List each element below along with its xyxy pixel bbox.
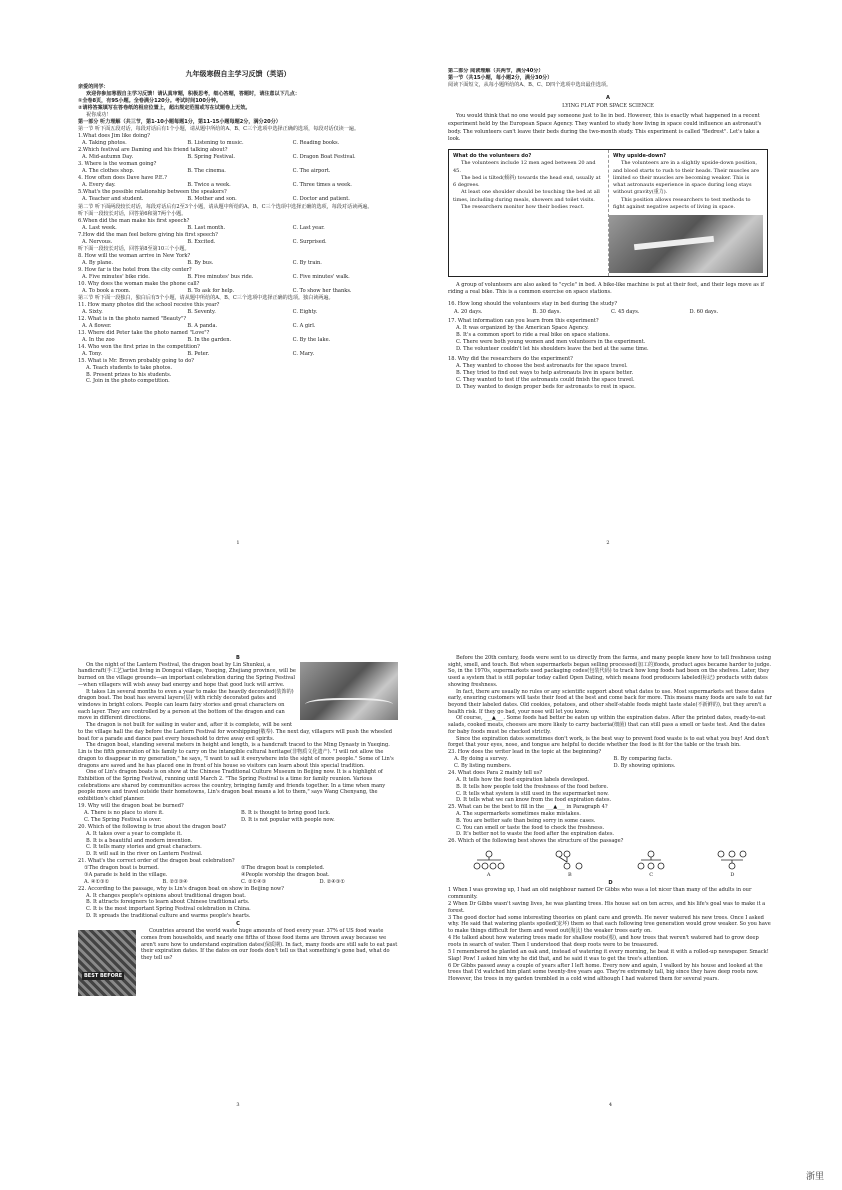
option: A. Taking photos. <box>82 140 127 147</box>
ad-caption: BEST BEFORE <box>84 972 123 979</box>
passage-paragraph: 5 I remembered he planted an oak and, instead of watering it every morning, he beat it with a rolled-up newspaper. Smack! Slap! Pow! I asked him why he did that, and he said it was to get the tree's attention. <box>448 948 769 962</box>
structure-option-b <box>553 850 587 879</box>
question-text: 10. Why does the woman make the phone call? <box>78 280 200 287</box>
question <box>78 330 398 344</box>
question <box>78 803 398 823</box>
question-text: 14. Who won the first prize in the competition? <box>78 343 200 350</box>
passage-label: A <box>606 95 610 102</box>
structure-option-a <box>472 850 506 879</box>
option: A. They wanted to choose the best astronauts for the space travel. <box>456 363 628 370</box>
passage-paragraph: One of Lin's dragon boats is on show at the Chinese Traditional Culture Museum in Beijing now. It is a highlight of Exhibition of the Spring Festival, running until March 2. "The Spring Festival is a time for family reunion. Various celebrations are shared by communities across the country, bringing family and friends together. In a time when many people move and travel outside their hometowns, Lin's dragon boat means a lot to them," says Wang Chenyang, the exhibition's chief planner. <box>78 769 386 803</box>
question-text: 8. How will the woman arrive in New York? <box>78 252 191 259</box>
option: C. 45 days. <box>611 308 640 315</box>
option: B. Mother and son. <box>187 196 237 203</box>
passage-paragraph: The dragon boat, standing several meters in height and length, is a handcraft traced to the Ming Dynasty in Yueqing. Lin is the fifth generation of his family to carry on the intangible cultural heritage(非物质文化遗产). "I will not allow the dragon to disappear in my generation," he says, "I want to sail it everywhere into the sight of more people." Some of Lin's dragons are saved and he has placed one in front of his house so visitors can learn about this special tradition. <box>78 742 394 769</box>
option: C. Three times a week. <box>292 182 352 189</box>
structure-option-d <box>715 850 749 879</box>
option: B. ②①③④ <box>162 878 188 885</box>
option: C. To show her thanks. <box>292 287 352 294</box>
option: A. To book a room. <box>82 287 131 294</box>
section-instruction: 第一节 听下面五段对话，每段对话后有1个小题，请从题中所给的A、B、C三个选项中选择正确的选项，每段对话仅读一遍。 <box>78 126 360 133</box>
exam-page-2 <box>448 68 768 553</box>
question <box>78 344 398 358</box>
question <box>78 886 398 920</box>
passage-paragraph: The dragon is not built for sailing in water and, after it is complete, will be sent to the village hall the day before the Lantern Festival for worshipping(敬奉). The next day, villagers will push the wheeled boat for a parade and dance past every household to drive away evil spirits. <box>78 722 392 742</box>
passage-paragraph: 3 The good doctor had some interesting theories on plant care and growth. He never watered his new trees. Once I asked why. He said that watering plants spoiled(宠坏) them so that each following tree generation would grow weaker. So you have to make things difficult for them and weed out(淘汰) the weaker trees early on. <box>448 914 771 935</box>
intro-line: 祝你成功！ <box>86 112 112 119</box>
option: C. It tells what system is still used in the supermarket now. <box>456 790 609 797</box>
option: A. It tells how the food expiration labels developed. <box>456 777 590 784</box>
option: C. Eighty. <box>292 308 318 315</box>
intro-line: ①全卷8页，有95小题。全卷满分120分。考试时间100分钟。 <box>78 98 222 105</box>
box-heading: What do the volunteers do? <box>453 153 532 160</box>
structure-tree-icon <box>715 850 749 872</box>
option: C. By train. <box>292 259 322 266</box>
cycle-caption: A group of volunteers are also asked to "cycle" in bed. A bike-like machine is put at their feet, and their legs move as if riding a real bike. This is a common exercise on space stations. <box>448 282 765 295</box>
question <box>78 189 398 203</box>
page-number: 1 <box>236 540 240 547</box>
box-paragraph: The volunteers are in a slightly upside-down position, and blood starts to rush to their heads. Their muscles are limited so their muscles are becoming weaker. This is what astronauts experience in space during long stays without gravity(重力). <box>613 160 760 196</box>
event: ③A parade is held in the village. <box>84 871 168 878</box>
option: D. ②④③① <box>319 878 345 885</box>
structure-diagrams <box>448 848 773 878</box>
event: ④People worship the dragon boat. <box>241 871 330 878</box>
part-heading: 第一部分 听力理解（共三节，第1-10小题每题1分，第11-15小题每题2分，满分20分） <box>78 119 281 126</box>
passage-paragraph: On the night of the Lantern Festival, the dragon boat by Lin Shunkui, a handicraft(手工艺)artist living in Dongcai village, Yueqing, Zhejiang province, will be burned on the village grounds—an important celebration during the Spring Festival—when villagers will wish away bad energy and hope that good luck will arrive. <box>78 661 296 688</box>
option: C. Last year. <box>292 224 325 231</box>
question <box>448 301 768 315</box>
section-instruction: 听下面一段较长对话，回答第8至第10三个小题。 <box>78 245 190 252</box>
passage-paragraph: Before the 20th century, foods were sent to us directly from the farms, and many people knew how to tell freshness using sight, smell, and touch. But when supermarkets began selling processed(加工的)foods, product ages became harder to judge. So, in the 1970s, supermarkets used packaging codes(包装代码) to track how long foods had been on the shelves. Later, they used a system that is still popular today called Open Dating, which means food producers labeled(标记) products with dates showing freshness. <box>448 655 772 688</box>
question <box>78 218 398 232</box>
option: B. Twice a week. <box>187 182 231 189</box>
option: A. There is no place to store it. <box>84 810 164 817</box>
question <box>78 133 398 147</box>
dragon-boat-photo <box>300 662 398 720</box>
question-text: 18. Why did the researchers do the experiment? <box>448 356 573 362</box>
option: C. Doctor and patient. <box>292 196 350 203</box>
question-text: 15. What is Mr. Brown probably going to do? <box>78 357 194 364</box>
passage-paragraph: In fact, there are usually no rules or any scientific support about what dates to use. Most supermarkets set these dates early, ensuring customers will taste their food at the best and come back for more. This means many foods are safe to eat far beyond their labeled dates. Old cookies, potatoes, and other shelf-stable foods might taste stale(不新鲜的), but they aren't a health risk. If they go bad, your nose will let you know. <box>448 688 772 715</box>
question-text: 16. How long should the volunteers stay in bed during the study? <box>448 301 618 308</box>
option: B. A panda. <box>187 322 218 329</box>
option: A. By plane. <box>82 259 113 266</box>
option: B. It's a common sport to ride a real bike on space stations. <box>456 332 610 339</box>
option: C. There were both young women and men volunteers in the experiment. <box>456 339 646 346</box>
option: A. Teacher and student. <box>82 196 144 203</box>
question-text: 21. What's the correct order of the dragon boat celebration? <box>78 858 235 865</box>
question-text: 11. How many photos did the school receive this year? <box>78 301 220 308</box>
option: B. In the garden. <box>187 336 232 343</box>
question <box>78 161 398 175</box>
box-paragraph: The volunteers include 12 men aged between 20 and 45. <box>453 160 596 174</box>
question <box>78 824 398 858</box>
section-instruction: 第二节 听下面两段较长对话，每段对话后有2至3个小题，请从题中所给的A、B、C三个选项中选择正确的选项，每段对话读两遍。 <box>78 203 373 210</box>
passage-paragraph: Of course, ___▲___. Some foods had better be eaten up within the expiration dates. After the printed dates, ready-to-eat salads, cooked meats, cheeses are more likely to carry bacteria(细菌) that can still pass a smell or taste test. And the dates for baby foods must be checked strictly. <box>448 715 766 735</box>
option: B. The cinema. <box>187 168 226 175</box>
option: B. Seventy. <box>187 308 216 315</box>
question <box>448 770 773 804</box>
option: C. Mary. <box>292 350 315 357</box>
event: ②The dragon boat is completed. <box>241 865 325 872</box>
question <box>78 281 398 295</box>
option: A. Teach students to take photos. <box>86 364 172 371</box>
box-paragraph: The researchers monitor how their bodies react. <box>461 203 585 210</box>
question-text: 9. How far is the hotel from the city center? <box>78 266 192 273</box>
question <box>78 302 398 316</box>
option: B. To ask for help. <box>187 287 235 294</box>
question <box>78 358 398 385</box>
passage-paragraph: It takes Lin several months to even a year to make the heavily decorated(装饰的) dragon boat. The boat has several layers(层) with richly decorated gates and windows in bright colors. People can learn fairy stories and great characters on each layer. They are controlled by a person at the bottom of the dragon and can move in different directions. <box>78 688 294 722</box>
question-text: 6.When did the man make his first speech? <box>78 217 190 224</box>
greeting: 亲爱的同学： <box>78 84 109 91</box>
exam-page-3 <box>78 655 398 1115</box>
option: A. It changes people's opinions about traditional dragon boat. <box>86 892 246 899</box>
option-letter: B <box>568 871 572 878</box>
box-paragraph: At least one shoulder should be touching the bed at all times, including during meals, showers and toilet visits. <box>453 189 600 203</box>
question <box>78 253 398 267</box>
page-number: 4 <box>608 1102 613 1109</box>
box-paragraph: This position allows researchers to test methods to fight against negative aspects of living in space. <box>613 196 751 210</box>
option: C. ②①④③ <box>241 878 267 885</box>
question-text: 1.What does Jim like doing? <box>78 133 150 140</box>
question <box>78 147 398 161</box>
option: A. The clothes shop. <box>82 168 135 175</box>
part-heading: 第二部分 阅读理解（共两节，满分40分） <box>448 68 544 75</box>
question <box>78 316 398 330</box>
option: B. Spring Festival. <box>187 154 236 161</box>
passage-intro: You would think that no one would pay someone just to lie in bed. However, this is exactly what happened in a recent experiment held by the European Space Agency. They wanted to study how living in space could influence an astronaut's body. The volunteers can't leave their beds during the two-month study. This experiment is called "Bedrest". Let's take a look. <box>448 113 762 143</box>
option: D. The volunteer couldn't let his shoulders leave the bed at the same time. <box>456 346 649 353</box>
page-number: 3 <box>236 1102 240 1109</box>
option: B. Last month. <box>187 224 226 231</box>
option: C. By the lake. <box>292 336 331 343</box>
passage-title: LYING FLAT FOR SPACE SCIENCE <box>562 102 654 109</box>
option: C. A girl. <box>292 322 316 329</box>
question <box>78 858 398 885</box>
structure-tree-icon <box>472 850 506 872</box>
bedrest-photo <box>609 215 763 273</box>
option: B. Present prizes to his students. <box>86 371 172 378</box>
question-text: 23. How does the writer lead in the topic at the beginning? <box>448 749 602 756</box>
option: D. It is not popular with people now. <box>241 816 335 823</box>
option: C. By listing numbers. <box>454 763 512 770</box>
passage-paragraph: 6 Dr Gibbs passed away a couple of years after I left home. Every now and again, I walked by his house and looked at the trees that I'd watched him plant some twenty-five years ago. They're extremely tall, big since they have deep roots now. However, the trees in my garden trembled in a cold wind although I had watered them for several years. <box>448 962 763 983</box>
option: C. The airport. <box>292 168 331 175</box>
option: A. A flower. <box>82 322 112 329</box>
question-text: 19. Why will the dragon boat be burned? <box>78 803 184 810</box>
question-text: 4. How often does Dave have P.E.? <box>78 175 167 182</box>
option: D. It will sail in the river on Lantern Festival. <box>86 851 203 858</box>
option: B. Listening to music. <box>187 140 244 147</box>
option: C. Surprised. <box>292 238 327 245</box>
question <box>448 838 773 878</box>
question-text: 12. What is in the photo named "Beauty"? <box>78 315 187 322</box>
option: A. Every day. <box>82 182 116 189</box>
option: B. They tried to find out ways to help astronauts live in space better. <box>456 370 634 377</box>
option: C. It is the most important Spring Festival celebration in China. <box>86 905 251 912</box>
question <box>78 175 398 189</box>
option: C. Five minutes' walk. <box>292 273 350 280</box>
option: A. 20 days. <box>454 308 483 315</box>
option: B. It is thought to bring good luck. <box>241 810 331 817</box>
option: D. By showing opinions. <box>613 763 676 770</box>
info-box <box>448 149 768 277</box>
option: A. Last week. <box>82 224 117 231</box>
option: C. You can smell or taste the food to check the freshness. <box>456 824 605 831</box>
option: B. It attracts foreigners to learn about Chinese traditional arts. <box>86 899 250 906</box>
question <box>78 267 398 281</box>
passage-paragraph: Countries around the world waste huge amounts of food every year. 37% of US food waste comes from households, and nearly one fifths of those food items are thrown away because we aren't sure how to understand expiration dates(保质期). In fact, many foods are still safe to eat past their expiration dates. If the dates on our foods don't tell us that something's gone bad, what do they tell us? <box>141 928 398 961</box>
option: B. It is a beautiful and modern invention. <box>86 837 193 844</box>
box-paragraph: The bed is tilted(倾斜) towards the head end, usually at 6 degrees. <box>453 174 601 189</box>
section-heading: 第一节（共15小题，每小题2分，满分30分） <box>448 75 553 82</box>
question <box>448 356 768 391</box>
info-box-right <box>608 150 767 276</box>
passage-paragraph: 1 When I was growing up, I had an old neighbour named Dr Gibbs who was a lot nicer than many of the adults in our community. <box>448 887 752 900</box>
passage-paragraph: 2 When Dr Gibbs wasn't saving lives, he was planting trees. His house sat on ten acres, and his life's goal was to make it a forest. <box>448 900 766 914</box>
option-letter: D <box>730 871 735 878</box>
option: B. You are better safe than being sorry in some cases. <box>456 818 596 825</box>
option: C. They wanted to test if the astronauts could finish the space travel. <box>456 377 635 384</box>
option: D. It's better not to waste the food after the expiration dates. <box>456 831 615 838</box>
exam-page-4 <box>448 655 773 1115</box>
section-instruction: 第三节 听下面一段独白，独白后有5个小题，请从题中所给的A、B、C三个选项中选择正确的选项。独白读两遍。 <box>78 294 334 301</box>
structure-option-c <box>634 850 668 879</box>
option: A. By doing a survey. <box>454 756 508 763</box>
passage-paragraph: 4 He talked about how watering trees made for shallow roots(根), and how trees that weren't watered had to grow deep roots in search of water. Then I understood that deep roots were to be treasured. <box>448 935 759 948</box>
question-text: 25. What can be the best to fill in the ___▲___ in Paragraph 4? <box>448 804 608 811</box>
section-instruction: 听下面一段较长对话，回答第6和第7两个小题。 <box>78 210 187 217</box>
question <box>448 804 773 838</box>
passage-label: B <box>236 655 240 661</box>
option: C. Reading books. <box>292 140 340 147</box>
event: ①The dragon boat is burned. <box>84 865 159 872</box>
question-text: 26. Which of the following best shows the structure of the passage? <box>448 838 624 845</box>
option: B. By comparing facts. <box>613 756 673 763</box>
passage-label: C <box>236 921 240 928</box>
question-text: 24. What does Para 2 mainly tell us? <box>448 770 543 777</box>
passage-paragraph: Since the expiration dates sometimes don't work, is the best way to prevent food waste is to eat what you buy! And don't forget that your eyes, nose, and tongue are helpful to decide whether the food is fit for the table or the trash bin. <box>448 735 770 749</box>
option-letter: A <box>486 871 491 878</box>
question-text: 13. Where did Peter take the photo named "Love"? <box>78 329 210 336</box>
info-box-left <box>449 150 608 276</box>
option: A. It was organized by the American Space Agency. <box>456 325 589 332</box>
option: B. Five minutes' bus ride. <box>187 273 254 280</box>
option: C. Join in the photo competition. <box>86 378 170 385</box>
structure-tree-icon <box>634 850 668 872</box>
option: A. Mid-autumn Day. <box>82 154 134 161</box>
option: C. It tells many stories and great characters. <box>86 844 202 851</box>
page-number: 2 <box>606 540 610 547</box>
question-text: 20. Which of the following is true about the dragon boat? <box>78 823 227 830</box>
intro-line: ②请将答案填写在答卷纸的相应位置上，超出规定范围或写在试题卷上无效。 <box>78 105 251 112</box>
option: A. Sixty. <box>82 308 103 315</box>
question-text: 5.What's the possible relationship between the speakers? <box>78 189 227 196</box>
question <box>448 749 773 769</box>
option-letter: C <box>649 871 654 878</box>
option: A. The supermarkets sometimes make mistakes. <box>456 811 581 818</box>
question-text: 17. What information can you learn from this experiment? <box>448 318 599 325</box>
question-text: 3. Where is the woman going? <box>78 161 157 168</box>
watermark: 浙里 <box>805 1172 824 1182</box>
option: C. Dragon Boat Festival. <box>292 154 356 161</box>
structure-tree-icon <box>553 850 587 872</box>
question-text: 2.Which festival are Daming and his friend talking about? <box>78 147 228 154</box>
option: D. 60 days. <box>689 308 719 315</box>
question-text: 22. According to the passage, why is Lin's dragon boat on show in Beijing now? <box>78 885 284 892</box>
option: B. By bus. <box>187 259 214 266</box>
option: B. Excited. <box>187 238 216 245</box>
section-instruction: 阅读下面短文，从每小题所给的A、B、C、D四个选项中选出最佳选项。 <box>448 82 612 89</box>
question <box>448 318 768 353</box>
option: A. Tony. <box>82 350 103 357</box>
exam-title: 九年级寒假自主学习反馈（英语） <box>185 70 291 78</box>
option: D. It tells what we can know from the food expiration dates. <box>456 797 612 804</box>
option: C. The Spring Festival is over. <box>84 816 162 823</box>
option: B. 30 days. <box>532 308 561 315</box>
question <box>78 232 398 246</box>
question-text: 7.How did the man feel before giving his first speech? <box>78 231 218 238</box>
option: A. Five minutes' bike ride. <box>82 273 150 280</box>
intro-line: 欢迎你参加寒假自主学习反馈！请认真审题，积极思考，细心答题，答题时，请注意以下几点： <box>86 91 300 98</box>
option: B. Peter. <box>187 350 210 357</box>
option: A. Nervous. <box>82 238 113 245</box>
option: B. It tells how people told the freshness of the food before. <box>456 783 609 790</box>
option: D. They wanted to design proper beds for astronauts to rest in space. <box>456 384 636 391</box>
box-heading: Why upside-down? <box>613 153 667 160</box>
option: A. In the zoo <box>82 336 115 343</box>
best-before-image <box>78 930 136 996</box>
option: D. It spreads the traditional culture and warms people's hearts. <box>86 912 251 919</box>
option: A. ④①③① <box>84 878 110 885</box>
option: A. It takes over a year to complete it. <box>86 830 183 837</box>
exam-page-1 <box>78 68 398 553</box>
passage-label: D <box>608 880 613 887</box>
